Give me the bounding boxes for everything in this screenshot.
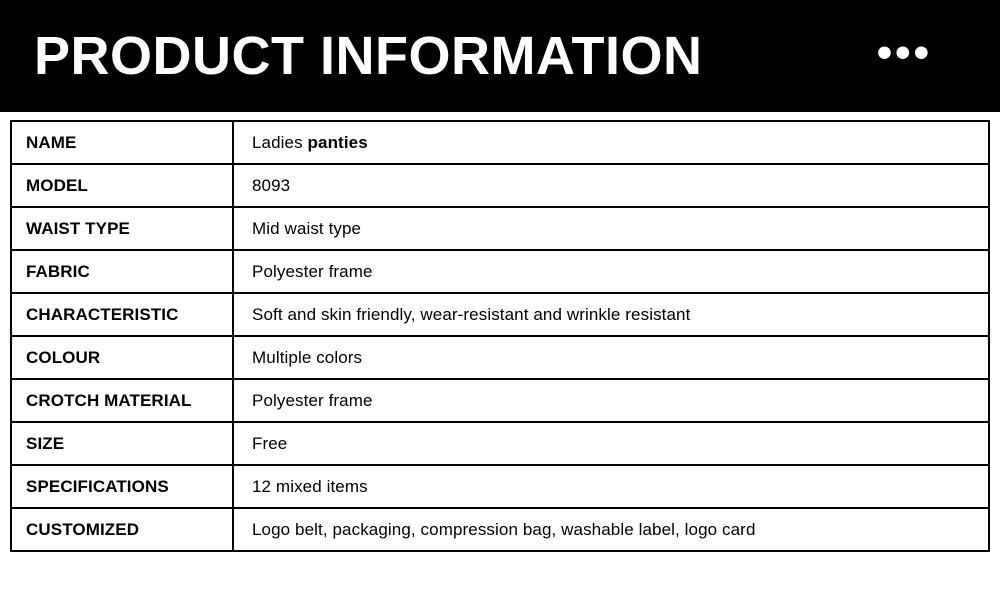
spec-value-name-plain: Ladies	[252, 132, 308, 152]
spec-label-specifications: SPECIFICATIONS	[11, 465, 233, 508]
table-row	[11, 164, 989, 207]
table-row	[11, 207, 989, 250]
spec-value-customized: Logo belt, packaging, compression bag, washable label, logo card	[233, 508, 989, 551]
spec-label-characteristic: CHARACTERISTIC	[11, 293, 233, 336]
table-row	[11, 293, 989, 336]
table-row	[11, 121, 989, 164]
table-row	[11, 336, 989, 379]
spec-value-model: 8093	[233, 164, 989, 207]
table-row	[11, 379, 989, 422]
spec-value-specifications: 12 mixed items	[233, 465, 989, 508]
spec-label-colour: COLOUR	[11, 336, 233, 379]
spec-label-size: SIZE	[11, 422, 233, 465]
page-title: PRODUCT INFORMATION	[34, 26, 703, 86]
spec-value-characteristic: Soft and skin friendly, wear-resistant and wrinkle resistant	[233, 293, 989, 336]
table-row	[11, 422, 989, 465]
spec-value-fabric: Polyester frame	[233, 250, 989, 293]
spec-label-name: NAME	[11, 121, 233, 164]
spec-label-waist-type: WAIST TYPE	[11, 207, 233, 250]
table-row	[11, 508, 989, 551]
spec-value-waist-type: Mid waist type	[233, 207, 989, 250]
product-spec-table	[10, 120, 990, 552]
spec-value-size: Free	[233, 422, 989, 465]
more-options-icon[interactable]: •••	[876, 28, 932, 78]
page-header	[0, 0, 1000, 112]
spec-label-customized: CUSTOMIZED	[11, 508, 233, 551]
spec-value-name	[233, 121, 989, 164]
spec-label-model: MODEL	[11, 164, 233, 207]
spec-value-name-bold: panties	[307, 132, 368, 152]
spec-value-colour: Multiple colors	[233, 336, 989, 379]
spec-value-crotch-material: Polyester frame	[233, 379, 989, 422]
table-row	[11, 465, 989, 508]
table-row	[11, 250, 989, 293]
spec-label-crotch-material: CROTCH MATERIAL	[11, 379, 233, 422]
spec-label-fabric: FABRIC	[11, 250, 233, 293]
